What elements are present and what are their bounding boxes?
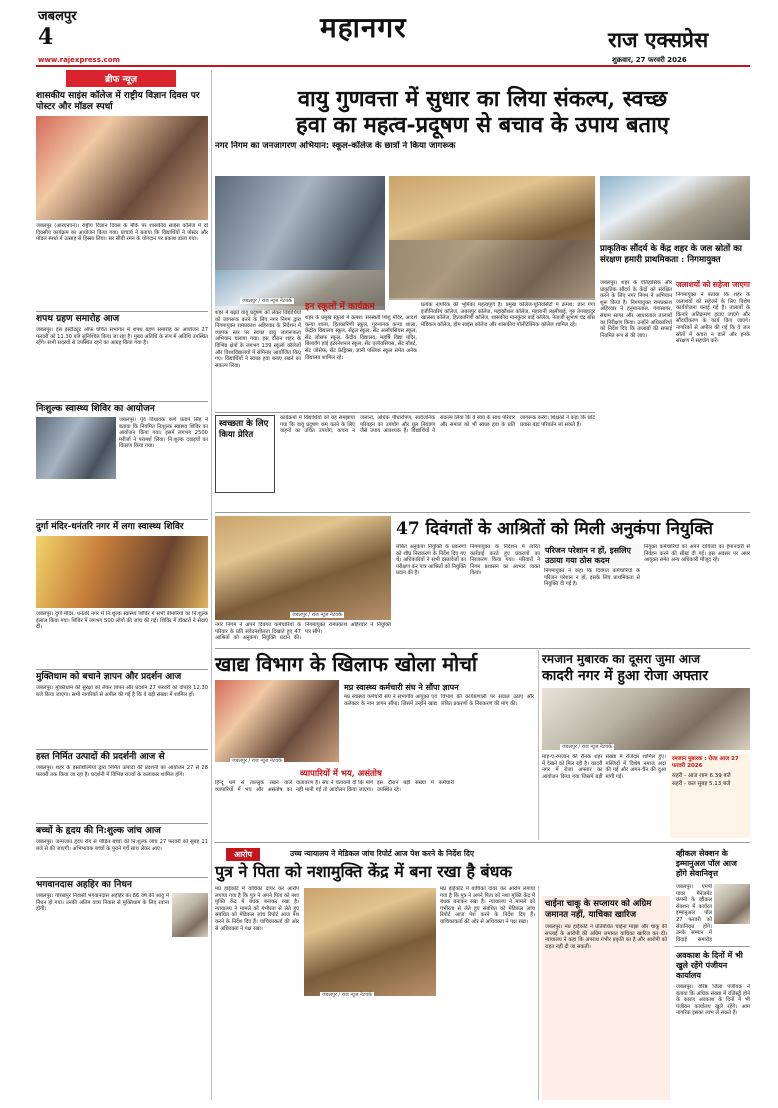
appointment-headline: 47 दिवंगतों के आश्रितों को मिली अनुकंपा नियुक्ति (396, 519, 713, 539)
brief-body: जबलपुर। इंस इंस्टीट्यूट ऑफ चर्चित सभागार में शपथ ग्रहण समारोह का आयोजन 27 फरवरी को 11.30 बजे सुनिश्चित किया जा रहा है। मुख्य अतिथि के रूप में अतिथि उपस्थित रहेंगे। सभी सदस्यों से उपस्थित रहने का आग्रह किया गया है। (36, 327, 208, 347)
issue-date: शुक्रवार, 27 फरवरी 2026 (612, 56, 687, 64)
appointment-body: लंबित अनुकंपा नियुक्ति के प्रकरणों को शीघ्र निराकरण के निर्देश दिए गए थे। अधिकारियों ने सभी दस्तावेजों का परीक्षण कर पात्र आश्रितों को नियुक्ति प्रदान की है। (396, 544, 466, 577)
appointment-credit: जबलपुर / राज न्यूज नेटवर्क (292, 612, 342, 618)
ramzan-headline-line2: कादरी नगर में हुआ रोजा अफ्तार (542, 668, 708, 684)
ramzan-credit: जबलपुर / राज न्यूज नेटवर्क (562, 744, 612, 750)
ramzan-times-title: रमजान मुबारक : रोजा आज 27 फरवरी 2026 (672, 756, 739, 769)
holiday-headline: अवकाश के दिनों में भी खुले रहेंगे पंजीयन कार्यालय (676, 950, 743, 980)
appointment-box-body: निगमायुक्त ने कहा कि दिवंगत कर्मचारियों के परिजन परेशान न हों, इसके लिए प्राथमिकता से नियुक्ति दी गई है। (544, 568, 640, 588)
lead-subhead: नगर निगम का जनजागरण अभियान: स्कूल-कॉलेज के छात्रों ने किया जागरूक (215, 141, 456, 151)
brief-headline: बच्चों के हृदय की नि:शुल्क जांच आज (36, 826, 161, 836)
brief-headline: मुक्तिधाम को बचाने ज्ञापन और प्रदर्शन आज (36, 672, 182, 682)
vehicle-person-photo (714, 884, 750, 924)
science-fair-photo (36, 116, 208, 220)
lead-side-box (215, 415, 275, 493)
brief-item (36, 672, 208, 747)
heritage-headline: प्राकृतिक सौंदर्य के केंद्र शहर के जल स्रोतों का संरक्षण हमारी प्राथमिकता : निगमायुक्त (600, 244, 742, 265)
bail-body: जबलपुर। मप्र हाईकोर्ट ने प्रतिबंधित चाईना मांझा और चाकू की सप्लाई के आरोपी की अग्रिम जमानत याचिका खारिज कर दी। न्यायालय ने कहा कि अपराध गंभीर प्रकृति का है और आरोपी को राहत नहीं दी जा सकती। (545, 924, 667, 950)
brief-headline: शपथ ग्रहण समारोह आज (36, 314, 120, 324)
brief-body: जबलपुर (आरएनएन)। राष्ट्रीय विज्ञान दिवस के मौके पर शासकीय साइंस कॉलेज में दो दिवसीय कार्यक्रम का आयोजन किया गया। प्राचार्य ने बताया कि विद्यार्थियों ने पोस्टर और मॉडल स्पर्धा में उत्साह से हिस्सा लिया। सर सीवी रमन के योगदान पर प्रकाश डाला गया। (36, 223, 208, 243)
lead-box-body: शहर के प्रमुख स्कूलों में क्रमश: सरस्वती शिशु मंदिर, आदर्श कन्या शाला, हितकारिणी स्कूल, गुरुनानक कन्या शाला, केंद्रीय विद्यालय स्कूल, सेंट्रल स्कूल, सेंट अलॉयसियस स्कूल, सेंट जोसफ स्कूल, केंद्रीय विद्यालय, महर्षि विद्या मंदिर, बिलावँग हाई इंटरनेशनल स्कूल, सेंट एलॉयसियस, सेंट नॉबर्ट, सेंट जोसेफ, सेंट फ्रेड्रिक्स, ज्ञानी पब्लिक स्कूल समेत अनेक विद्यालय शामिल रहे। (305, 315, 417, 361)
divider (36, 749, 208, 750)
court-body-cont: मप्र हाईकोर्ट में याचिका दायर कर आरोप लगाया गया है कि पुत्र ने अपने पिता को नशा मुक्ति केंद्र में बंधक बनाकर रखा है। न्यायालय ने मामले को गंभीरता से लेते हुए संबंधित को मेडिकल जांच रिपोर्ट आज पेश करने के निर्देश दिए हैं। याचिकाकर्ता की ओर से अधिवक्ता ने पक्ष रखा। (440, 886, 535, 925)
brief-column (36, 70, 208, 1102)
masthead-city: जबलपुर (38, 9, 77, 24)
brief-headline: निःशुल्क स्वास्थ्य शिविर का आयोजन (36, 404, 155, 414)
vehicle-headline: व्हीकल सेक्शन के इम्मानुअल पॉल आज होंगे सेवानिवृत्त (676, 848, 737, 878)
lake-photo (600, 176, 750, 240)
court-building-photo (304, 888, 436, 996)
column-divider (211, 70, 212, 1100)
court-credit: जबलपुर / राज न्यूज नेटवर्क (322, 992, 372, 998)
masthead-rule (36, 65, 750, 67)
lead-photo-credit: जबलपुर / राज न्यूज नेटवर्क (242, 298, 292, 304)
heritage-body: जबलपुर। शहर के ऐतिहासिक और प्राकृतिक सौंदर्य के केंद्रों को संरक्षित करने के लिए नगर निगम ने अभियान शुरू किया है। निगमायुक्त रामप्रकाश अहिरवार ने हनुमानताल, गंगासागर, संग्राम सागर और आधारताल तालाबों का निरीक्षण किया। उन्होंने अधिकारियों को निर्देश दिए कि तालाबों की सफाई नियमित रूप से की जाए। (600, 280, 672, 339)
lead-body-cont: प्रत्येक नागरिक की भूमिका महत्वपूर्ण है। प्रमुख कॉलेज-यूनिवर्सिटी में क्रमश: ज्ञान गंगा इंजीनियरिंग कॉलेज, जबलपुर कॉलेज, महाकौशल कॉलेज, महारानी लक्ष्मीबाई, गुरु तेगबहादुर खालसा कॉलेज, हितकारिणी कॉलेज, शासकीय मानकुंवर बाई कॉलेज, नेताजी सुभाष चंद्र बोस मेडिकल कॉलेज, होम साइंस कॉलेज और शासकीय पॉलीटेक्निक कॉलेज शामिल रहे। (421, 302, 595, 328)
heritage-box (676, 280, 750, 506)
appointment-box (544, 544, 640, 620)
protest-body: मप्र स्वास्थ्य कर्मचारी संघ ने संभागीय आयुक्त एवं कलेक्टर के नाम ज्ञापन सौंपा। जिसमें उन्होंने खाद्य विभाग की कार्यप्रणाली पर सवाल उठाए और लंबित प्रकरणों के निराकरण की मांग की। (344, 694, 534, 707)
lead-headline-line2: हवा का महत्व-प्रदूषण से बचाव के उपाय बताए (296, 112, 669, 138)
heritage-box-body: निगमायुक्त ने बताया कि शहर के जलाशयों को सहेजने के लिए विशेष कार्ययोजना बनाई गई है। तालाबों के किनारे अतिक्रमण हटाए जाएंगे और सौंदर्यीकरण के कार्य किए जाएंगे। नागरिकों से अपील की गई कि वे जल स्रोतों में कचरा न डालें और इनके संरक्षण में सहयोग करें। (676, 292, 750, 345)
ramzan-photo (542, 688, 750, 750)
brief-item (36, 826, 208, 875)
appointment-body: नगर निगम ने अपने दिवंगत कर्मचारियों के परिवार के प्रति संवेदनशीलता दिखाते हुए 47 आश्रितों को अनुकंपा नियुक्ति प्रदान की। निगमायुक्त रामप्रकाश अहिरवार ने नियुक्ति पत्र सौंपे। (215, 622, 391, 642)
appointment-body: नियुक्त कर्मचारियों को अपने दायित्वों का ईमानदारी से निर्वहन करने की सीख दी गई। इस अवसर पर अपर आयुक्त समेत अन्य अधिकारी मौजूद रहे। (644, 544, 750, 564)
protest-headline: खाद्य विभाग के खिलाफ खोला मोर्चा (215, 652, 478, 676)
bail-box (542, 896, 670, 1100)
divider (36, 519, 208, 520)
brief-body: जबलपुर। शहर के हस्तशिल्पियों द्वारा निर्मित उत्पादों की प्रदर्शनी का आयोजन 27 से 28 फरवरी तक किया जा रहा है। प्रदर्शनी में विभिन्न राज्यों के कलाकार शामिल होंगे। (36, 765, 208, 778)
lead-side-body: कार्यक्रमों में विद्यार्थियों को यह समझाया गया कि वायु प्रदूषण कम करने के लिए वाहनों का उचित उपयोग, कचरा न जलाना, अधिक पौधारोपण, सार्वजनिक परिवहन का उपयोग और धूल नियंत्रण जैसे उपाय आवश्यक हैं। विद्यार्थियों ने संकल्प लिया कि वे स्वयं के साथ परिवार और समाज को भी स्वच्छ हवा के प्रति जागरूक करेंगे। शिक्षकों ने कहा कि छोटे प्रयास बड़ा परिवर्तन ला सकते हैं। (280, 415, 595, 435)
brief-body: जबलपुर। पूर्व विधायक कर्ण प्रताप सिंह ने बताया कि नियमित निःशुल्क स्वास्थ्य शिविर का आयोजन किया गया। इसमें लगभग 2500 मरीजों ने परामर्श लिया। नि:शुल्क दवाइयों का वितरण किया गया। (119, 417, 208, 450)
divider (215, 412, 595, 413)
divider (674, 946, 750, 947)
court-headline: पुत्र ने पिता को नशामुक्ति केंद्र में बना रखा है बंधक (215, 862, 512, 881)
ramzan-time-1: सहरी - आज शाम 6.39 बजे (672, 773, 731, 779)
appointment-photo (215, 516, 391, 620)
bail-headline-line2: जमानत नहीं, याचिका खारिज (545, 910, 637, 920)
brief-body: जबलपुर। दुर्गा मंदिर, धनंतरि नगर में नि:शुल्क स्वास्थ्य शिविर में सभी बीमारियों का नि:शुल्क इलाज किया गया। शिविर में लगभग 500 लोगों की जांच की गई। शिविर में डॉक्टरों ने सेवाएं दीं। (36, 611, 208, 631)
divider (36, 877, 208, 878)
brief-headline: भगवानदास अहहिर का निधन (36, 880, 132, 890)
court-tag: आरोप (226, 848, 260, 861)
ramzan-headline-line1: रमजान मुबारक का दूसरा जुमा आज (542, 652, 701, 666)
appointment-box-title: परिजन परेशान न हों, इसलिए उठाया गया ठोस कदम (544, 544, 640, 566)
vehicle-body: जबलपुर। एमपी पावर मैनेजमेंट कंपनी के व्हीकल सेक्शन में कार्यरत इम्मानुअल पॉल 27 फरवरी को सेवानिवृत्त होंगे। उनके सम्मान में विदाई समारोह (676, 884, 712, 942)
court-body: मप्र हाईकोर्ट में याचिका दायर कर आरोप लगाया गया है कि पुत्र ने अपने पिता को नशा मुक्ति केंद्र में बंधक बनाकर रखा है। न्यायालय ने मामले को गंभीरता से लेते हुए संबंधित को मेडिकल जांच रिपोर्ट आज पेश करने के निर्देश दिए हैं। याचिकाकर्ता की ओर से अधिवक्ता ने पक्ष रखा। (215, 886, 299, 932)
lead-headline-line1: वायु गुणवत्ता में सुधार का लिया संकल्प, स्वच्छ (297, 86, 668, 112)
paper-name: राज एक्सप्रेस (608, 27, 709, 52)
brief-item (36, 404, 208, 517)
brief-item (36, 314, 208, 399)
heritage-box-title: जलाशयों को सहेजा जाएगा (676, 280, 750, 289)
court-kicker: उच्च न्यायालय ने मेडिकल जांच रिपोर्ट आज पेश करने के निर्देश दिए (290, 849, 474, 858)
appointment-body: निगमायुक्त के निर्देशन में त्वरित कार्रवाई करते हुए प्रकरणों का निराकरण किया गया। परिवारों ने निगम प्रशासन का आभार व्यक्त किया। (470, 544, 540, 577)
obituary-photo (172, 893, 208, 937)
holiday-body: जबलपुर। वरिष्ठ जिला पंजीयक ने बताया कि अधिक संख्या में रजिस्ट्री होने के कारण अवकाश के दिनों में भी पंजीयन कार्यालय खुले रहेंगे। आम नागरिक इसका लाभ ले सकते हैं। (676, 984, 750, 1017)
ramzan-time-2: सहरी - कल सुबह 5.13 बजे (672, 781, 731, 787)
brief-headline: शासकीय साइंस कॉलेज में राष्ट्रीय विज्ञान दिवस पर पोस्टर और मॉडल स्पर्धा (36, 91, 200, 112)
divider (215, 648, 750, 649)
page-number: 4 (38, 24, 54, 50)
brief-label: ब्रीफ न्यूज़ (66, 70, 176, 87)
brief-body: जबलपुर। मुक्तिधाम की सुरक्षा को लेकर ज्ञापन और प्रदर्शन 27 फरवरी को दोपहर 12.30 बजे किया जाएगा। सभी नागरिकों से अपील की गई है कि वे बड़ी संख्या में शामिल हों। (36, 685, 208, 698)
brief-item (36, 91, 208, 309)
column-divider (538, 886, 539, 1100)
lead-side-title: स्वच्छता के लिए किया प्रेरित (219, 419, 269, 440)
section-title: महानगर (320, 11, 407, 44)
protest-box-title: व्यापारियों में भय, असंतोष (300, 769, 382, 779)
bail-headline-line1: चाईना चाकू के सप्लायर को अग्रिम (545, 899, 652, 909)
protest-body: हिन्दू धर्म से ताल्लुक रखने वाले व्यापारियों में भय और असंतोष का वातावरण है। संघ ने चेतावनी दी कि मांगें नहीं मानी गईं तो आंदोलन किया जाएगा। इस दौरान बड़ी संख्या में कर्मचारी उपस्थित रहे। (215, 780, 454, 793)
brief-headline: हस्त निर्मित उत्पादों की प्रदर्शनी आज से (36, 752, 165, 762)
brief-body: जबलपुर। जन्मजात हृदय रोग से पीड़ित बच्चों की नि:शुल्क जांच 27 फरवरी को सुबह 11 बजे से की जाएगी। अभिभावक बच्चों के पुराने पर्चे साथ लेकर आएं। (36, 839, 208, 852)
ramzan-body: माह-ए-रमजान की रौनक शहर में देखने को मिल रही है। कादरी नगर में रोजा अफ्तार का आयोजन किया गया जिसमें बड़ी संख्या में रोजेदार शामिल हुए। मस्जिदों में विशेष नमाज अदा की गई और अमन-चैन की दुआ मांगी गई। (542, 754, 666, 780)
divider (36, 823, 208, 824)
divider (36, 311, 208, 312)
protest-subhead: मप्र स्वास्थ्य कर्मचारी संघ ने सौंपा ज्ञापन (344, 682, 459, 692)
divider (215, 842, 750, 843)
divider (36, 401, 208, 402)
website-url: www.rajexpress.com (38, 56, 120, 64)
masthead (0, 0, 778, 64)
health-camp-photo (36, 417, 116, 479)
divider (215, 512, 750, 513)
protest-photo (215, 680, 339, 762)
ramzan-times-box (670, 754, 750, 838)
brief-item (36, 522, 208, 667)
brief-headline: दुर्गा मंदिर-धनंतरि नगर में लगा स्वास्थ्य शिविर (36, 522, 184, 532)
lead-body: शहर में बढ़ते वायु प्रदूषण को लेकर विद्यार्थियों को जागरूक करने के लिए नगर निगम द्वारा निगमायुक्त रामप्रकाश अहिरवार के निर्देशन में व्यापक स्तर पर स्वच्छ वायु जागरूकता अभियान चलाया गया। इस दौरान शहर के विभिन्न क्षेत्रों के लगभग 139 स्कूलों कॉलेजों और विश्वविद्यालयों में सेमिनार आयोजित किए गए। विद्यार्थियों ने स्वच्छ हवा बनाए रखने का संकल्प लिया। (215, 310, 301, 369)
brief-item (36, 752, 208, 821)
brief-body: जबलपुर। गोरखपुर निवासी भगवानदास अहहिर का 86 वर्ष की आयु में निधन हो गया। उनकी अंतिम यात्रा निवास से मुक्तिधाम के लिए रवाना होगी। (36, 893, 169, 913)
lead-school-box (305, 302, 417, 410)
lead-box-title: इन स्कूलों में कार्यक्रम (305, 302, 375, 312)
protest-credit: जबलपुर / राज न्यूज नेटवर्क (232, 758, 282, 764)
temple-camp-photo (36, 536, 208, 608)
brief-item (36, 880, 208, 937)
divider (36, 669, 208, 670)
column-divider (538, 650, 539, 840)
lead-photo-classroom (389, 240, 595, 300)
